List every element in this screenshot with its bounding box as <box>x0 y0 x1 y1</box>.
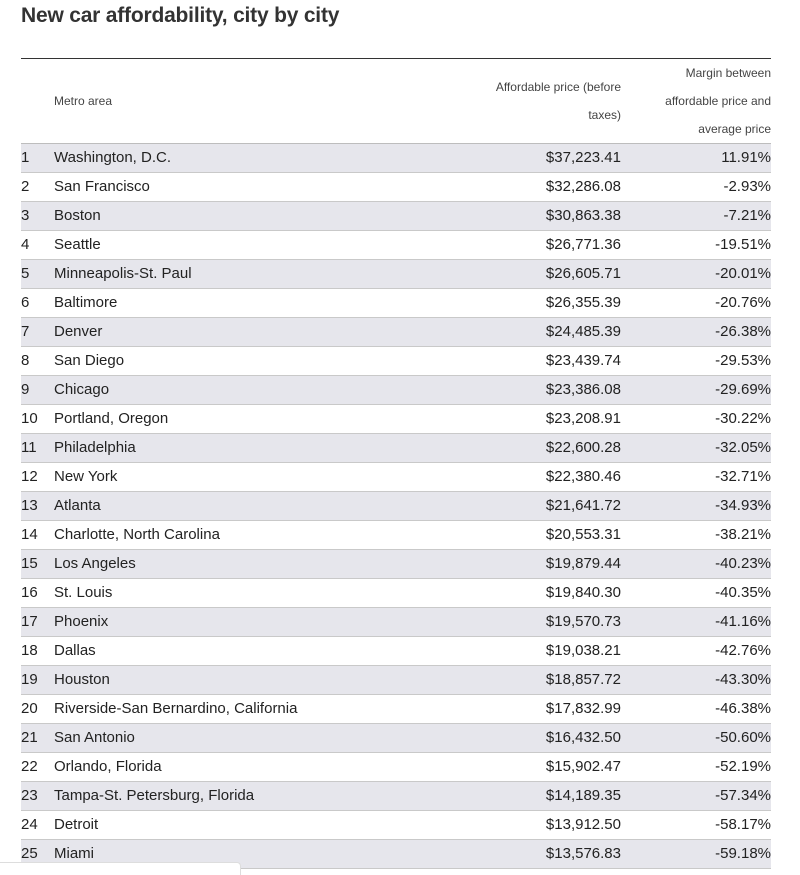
margin-cell: -52.19% <box>621 753 771 782</box>
affordable-price-cell: $23,439.74 <box>409 347 621 376</box>
table-row <box>21 550 771 579</box>
page-title: New car affordability, city by city <box>21 4 340 27</box>
metro-area-cell: St. Louis <box>54 579 409 608</box>
rank-cell: 7 <box>21 318 54 347</box>
affordable-price-cell: $15,902.47 <box>409 753 621 782</box>
affordable-price-cell: $20,553.31 <box>409 521 621 550</box>
metro-area-cell: Phoenix <box>54 608 409 637</box>
rank-cell: 5 <box>21 260 54 289</box>
rank-cell: 24 <box>21 811 54 840</box>
margin-cell: -19.51% <box>621 231 771 260</box>
metro-area-cell: Detroit <box>54 811 409 840</box>
metro-area-cell: Miami <box>54 840 409 869</box>
margin-cell: -38.21% <box>621 521 771 550</box>
affordability-table <box>21 58 771 869</box>
table-row <box>21 347 771 376</box>
table-row <box>21 376 771 405</box>
rank-cell: 22 <box>21 753 54 782</box>
table-row <box>21 724 771 753</box>
table-row <box>21 405 771 434</box>
metro-area-cell: New York <box>54 463 409 492</box>
table-row <box>21 521 771 550</box>
metro-area-cell: Riverside-San Bernardino, California <box>54 695 409 724</box>
metro-area-cell: San Antonio <box>54 724 409 753</box>
margin-cell: -46.38% <box>621 695 771 724</box>
table-row <box>21 753 771 782</box>
affordable-price-cell: $24,485.39 <box>409 318 621 347</box>
rank-cell: 21 <box>21 724 54 753</box>
affordable-price-cell: $17,832.99 <box>409 695 621 724</box>
affordable-price-cell: $23,208.91 <box>409 405 621 434</box>
rank-cell: 23 <box>21 782 54 811</box>
table-header <box>21 59 771 144</box>
metro-area-cell: Houston <box>54 666 409 695</box>
margin-cell: -43.30% <box>621 666 771 695</box>
affordable-price-cell: $22,600.28 <box>409 434 621 463</box>
metro-area-cell: Seattle <box>54 231 409 260</box>
margin-cell: -20.76% <box>621 289 771 318</box>
metro-area-cell: San Francisco <box>54 173 409 202</box>
metro-area-cell: Washington, D.C. <box>54 144 409 173</box>
table-row <box>21 579 771 608</box>
affordable-price-cell: $19,570.73 <box>409 608 621 637</box>
rank-cell: 12 <box>21 463 54 492</box>
table-row <box>21 782 771 811</box>
margin-cell: -34.93% <box>621 492 771 521</box>
table-row <box>21 289 771 318</box>
rank-cell: 19 <box>21 666 54 695</box>
horizontal-scrollbar[interactable] <box>0 862 241 875</box>
affordable-price-cell: $32,286.08 <box>409 173 621 202</box>
metro-area-cell: Portland, Oregon <box>54 405 409 434</box>
rank-cell: 13 <box>21 492 54 521</box>
margin-cell: -29.69% <box>621 376 771 405</box>
table-row <box>21 173 771 202</box>
table-row <box>21 492 771 521</box>
margin-cell: -32.05% <box>621 434 771 463</box>
metro-area-cell: Boston <box>54 202 409 231</box>
affordable-price-cell: $19,038.21 <box>409 637 621 666</box>
rank-cell: 3 <box>21 202 54 231</box>
header-affordable-price[interactable] <box>409 59 621 144</box>
metro-area-cell: Atlanta <box>54 492 409 521</box>
margin-cell: 11.91% <box>621 144 771 173</box>
header-margin-label: Margin between affordable price and average price <box>665 66 771 136</box>
metro-area-cell: San Diego <box>54 347 409 376</box>
rank-cell: 14 <box>21 521 54 550</box>
affordable-price-cell: $21,641.72 <box>409 492 621 521</box>
margin-cell: -26.38% <box>621 318 771 347</box>
affordable-price-cell: $26,771.36 <box>409 231 621 260</box>
affordable-price-cell: $13,576.83 <box>409 840 621 869</box>
affordable-price-cell: $30,863.38 <box>409 202 621 231</box>
rank-cell: 6 <box>21 289 54 318</box>
metro-area-cell: Minneapolis-St. Paul <box>54 260 409 289</box>
margin-cell: -30.22% <box>621 405 771 434</box>
margin-cell: -29.53% <box>621 347 771 376</box>
affordable-price-cell: $18,857.72 <box>409 666 621 695</box>
rank-cell: 10 <box>21 405 54 434</box>
metro-area-cell: Dallas <box>54 637 409 666</box>
rank-cell: 25 <box>21 840 54 869</box>
rank-cell: 9 <box>21 376 54 405</box>
margin-cell: -40.23% <box>621 550 771 579</box>
table-row <box>21 666 771 695</box>
table-row <box>21 260 771 289</box>
table-row <box>21 202 771 231</box>
margin-cell: -57.34% <box>621 782 771 811</box>
margin-cell: -7.21% <box>621 202 771 231</box>
metro-area-cell: Charlotte, North Carolina <box>54 521 409 550</box>
table-row <box>21 463 771 492</box>
affordable-price-cell: $26,355.39 <box>409 289 621 318</box>
header-metro-area[interactable] <box>54 59 409 144</box>
affordable-price-cell: $13,912.50 <box>409 811 621 840</box>
affordable-price-cell: $37,223.41 <box>409 144 621 173</box>
rank-cell: 15 <box>21 550 54 579</box>
rank-cell: 4 <box>21 231 54 260</box>
margin-cell: -42.76% <box>621 637 771 666</box>
margin-cell: -40.35% <box>621 579 771 608</box>
margin-cell: -32.71% <box>621 463 771 492</box>
table-row <box>21 144 771 173</box>
affordable-price-cell: $14,189.35 <box>409 782 621 811</box>
metro-area-cell: Tampa-St. Petersburg, Florida <box>54 782 409 811</box>
rank-cell: 2 <box>21 173 54 202</box>
metro-area-cell: Los Angeles <box>54 550 409 579</box>
margin-cell: -59.18% <box>621 840 771 869</box>
margin-cell: -58.17% <box>621 811 771 840</box>
affordable-price-cell: $16,432.50 <box>409 724 621 753</box>
metro-area-cell: Baltimore <box>54 289 409 318</box>
metro-area-cell: Denver <box>54 318 409 347</box>
header-rank <box>21 59 54 144</box>
rank-cell: 8 <box>21 347 54 376</box>
table-row <box>21 434 771 463</box>
margin-cell: -50.60% <box>621 724 771 753</box>
metro-area-cell: Orlando, Florida <box>54 753 409 782</box>
header-metro-area-label: Metro area <box>54 94 113 108</box>
rank-cell: 20 <box>21 695 54 724</box>
affordable-price-cell: $23,386.08 <box>409 376 621 405</box>
rank-cell: 11 <box>21 434 54 463</box>
header-row <box>21 59 771 144</box>
table-row <box>21 811 771 840</box>
margin-cell: -41.16% <box>621 608 771 637</box>
affordability-table-container <box>21 58 771 869</box>
affordable-price-cell: $22,380.46 <box>409 463 621 492</box>
table-row <box>21 231 771 260</box>
rank-cell: 17 <box>21 608 54 637</box>
table-row <box>21 608 771 637</box>
header-affordable-price-label: Affordable price (before taxes) <box>495 80 621 122</box>
rank-cell: 16 <box>21 579 54 608</box>
margin-cell: -2.93% <box>621 173 771 202</box>
table-row <box>21 637 771 666</box>
table-row <box>21 695 771 724</box>
affordable-price-cell: $19,879.44 <box>409 550 621 579</box>
margin-cell: -20.01% <box>621 260 771 289</box>
header-margin[interactable] <box>621 59 771 144</box>
table-body <box>21 144 771 869</box>
rank-cell: 18 <box>21 637 54 666</box>
table-row <box>21 318 771 347</box>
metro-area-cell: Philadelphia <box>54 434 409 463</box>
affordable-price-cell: $26,605.71 <box>409 260 621 289</box>
rank-cell: 1 <box>21 144 54 173</box>
affordable-price-cell: $19,840.30 <box>409 579 621 608</box>
metro-area-cell: Chicago <box>54 376 409 405</box>
